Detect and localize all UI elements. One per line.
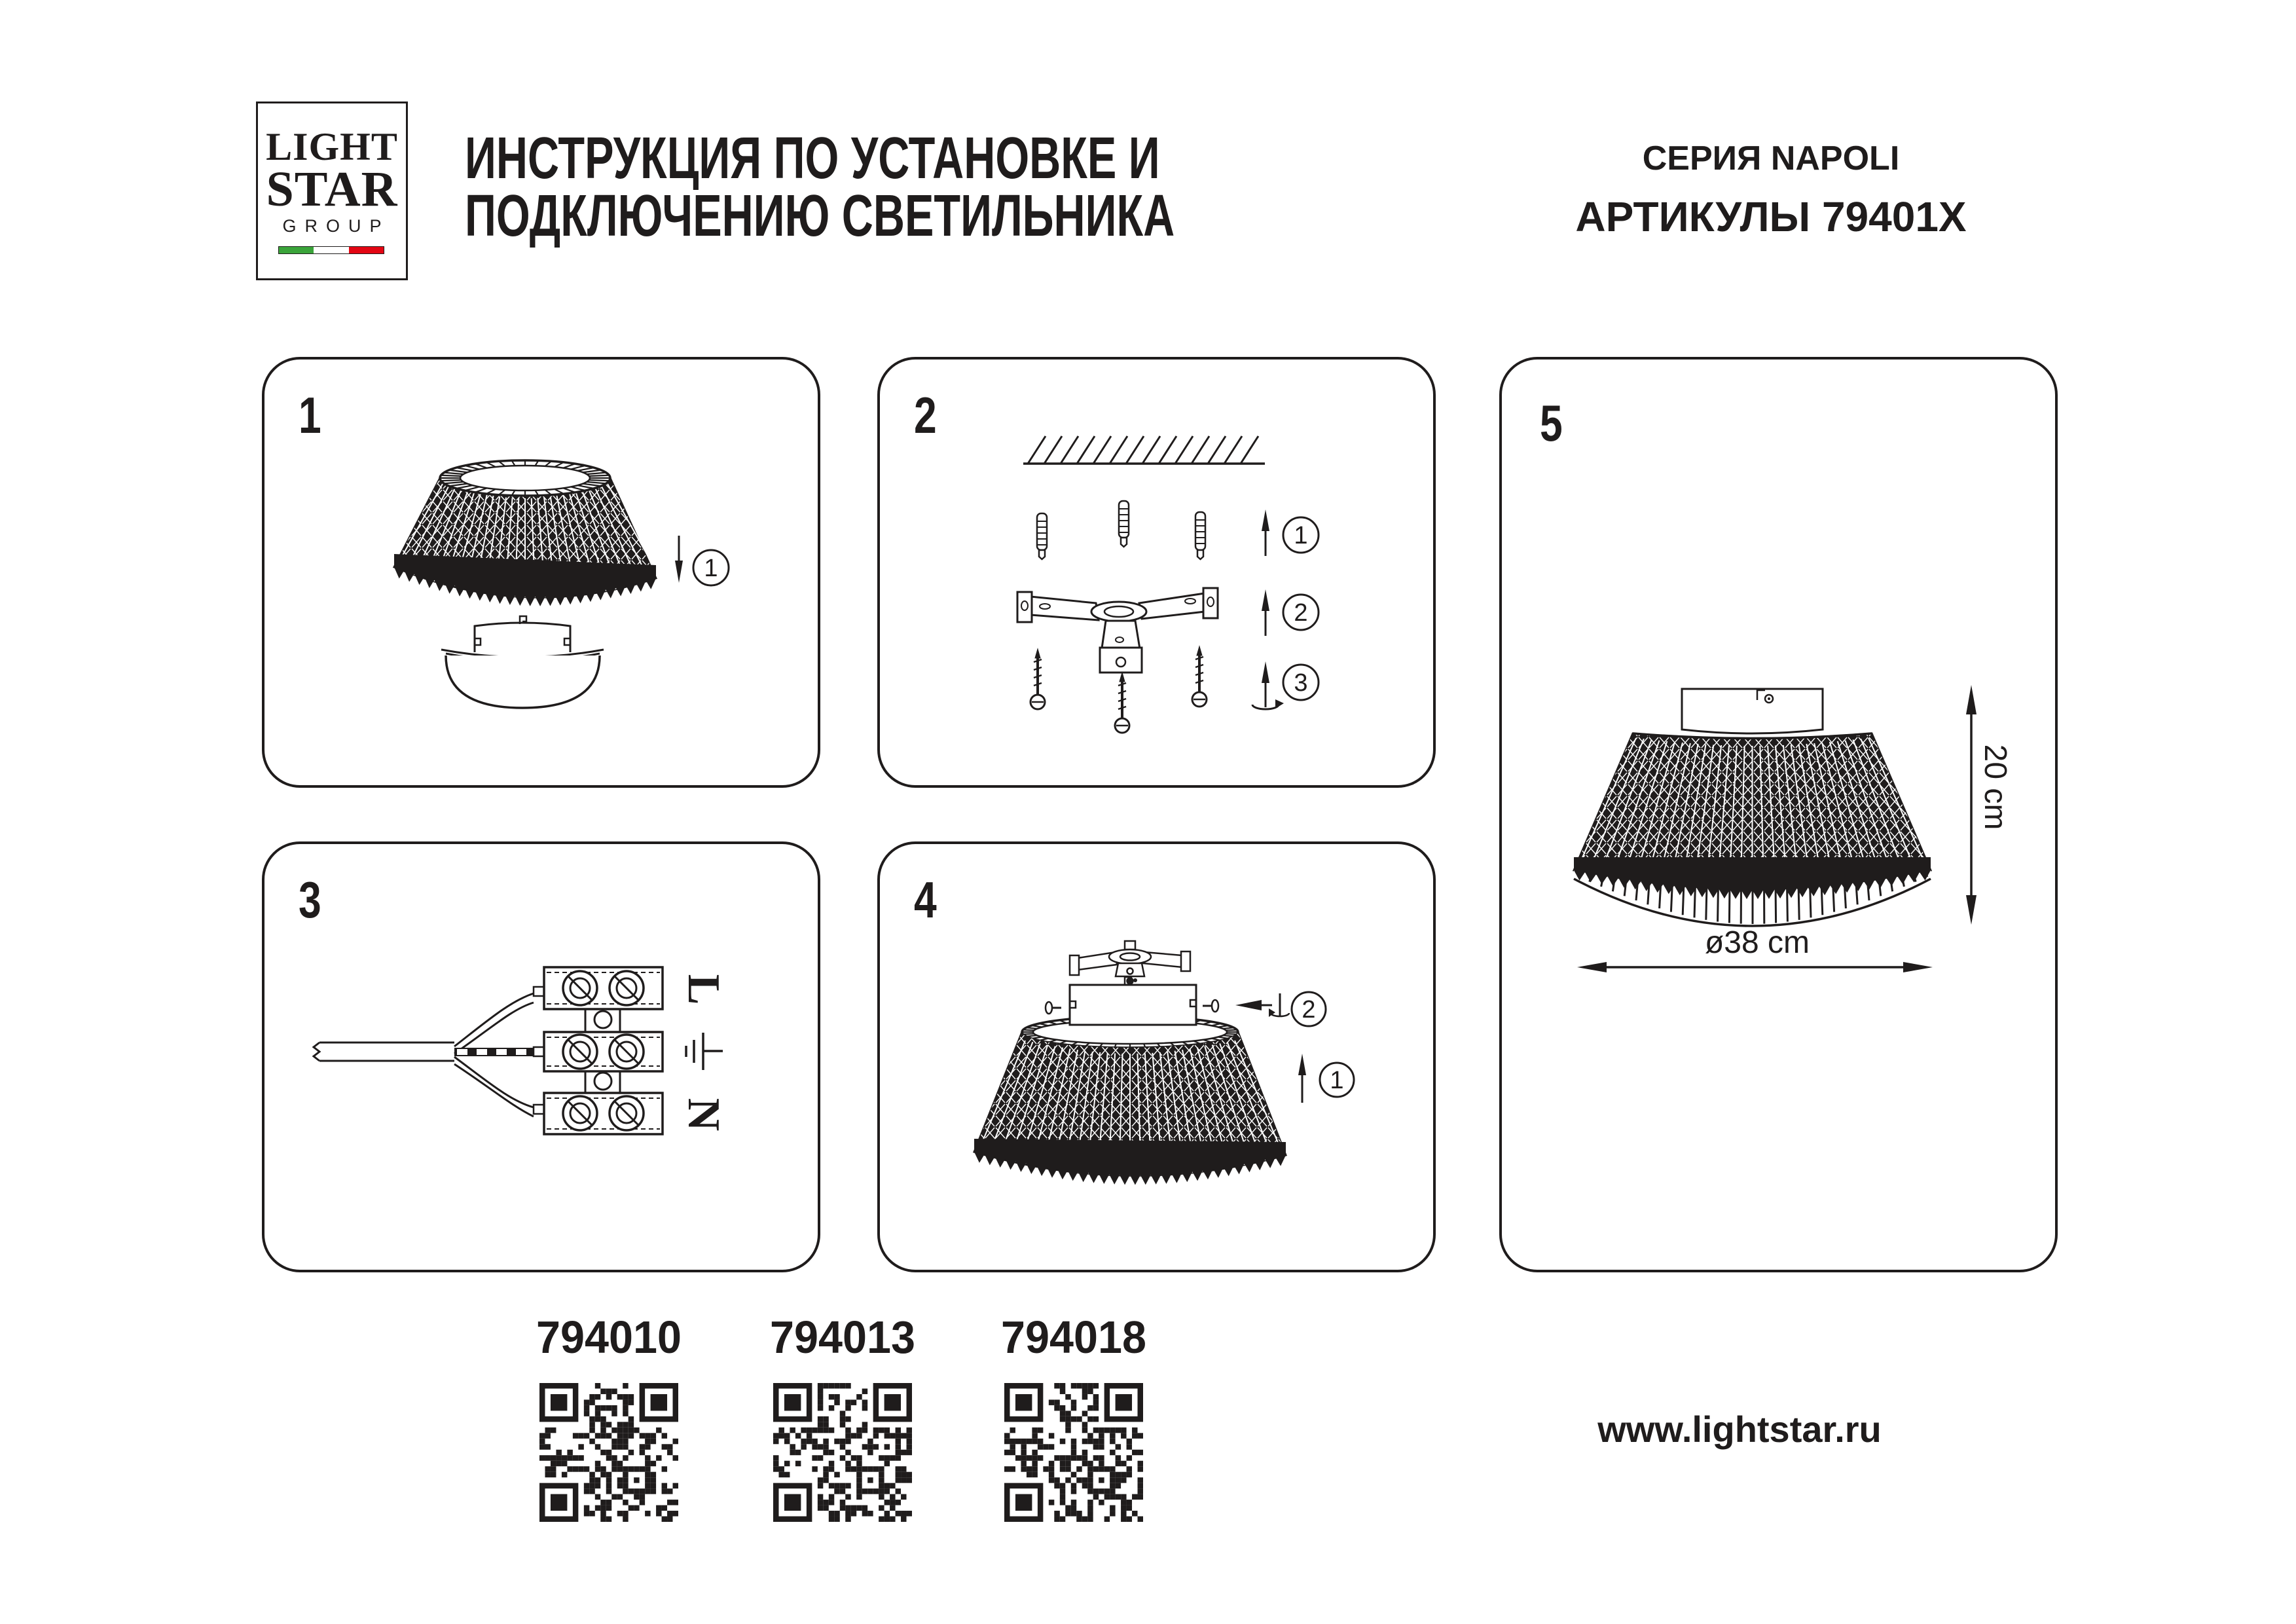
panel-4-number: 4 [914, 871, 937, 929]
step-panel-1 [262, 357, 820, 788]
page-title [465, 126, 1175, 249]
logo-group-text: GROUP [282, 216, 390, 236]
svg-text:3: 3 [1294, 669, 1308, 697]
left-arrow-icon [1577, 962, 1607, 972]
step-annotations [1252, 509, 1319, 709]
logo-star-text: STAR [266, 162, 398, 217]
line-terminal-label: L [678, 974, 729, 1005]
website-url: www.lightstar.ru [1597, 1409, 1882, 1450]
qr-code [1004, 1383, 1143, 1522]
articles-code: АРТИКУЛЫ 79401X [1575, 193, 1967, 240]
step-1-annotation [675, 536, 729, 585]
lampshade-figure [974, 1016, 1286, 1185]
qr-code [773, 1383, 912, 1522]
diameter-dimension [1577, 925, 1933, 972]
lamp-base-figure [441, 616, 604, 708]
svg-text:2: 2 [1302, 996, 1316, 1024]
mounting-bracket-figure [1017, 588, 1218, 673]
lampshade-figure [394, 460, 656, 606]
article-number: 794013 [770, 1312, 915, 1363]
step-panel-2 [877, 357, 1436, 788]
svg-text:1: 1 [1330, 1067, 1344, 1094]
ceiling-hatch [1023, 436, 1265, 464]
svg-text:1: 1 [704, 555, 718, 582]
svg-text:2: 2 [1294, 599, 1308, 627]
panel-5-number: 5 [1540, 394, 1563, 452]
svg-text:1: 1 [1294, 522, 1308, 549]
assembly-figure [880, 844, 1433, 1270]
right-arrow-icon [1903, 962, 1933, 972]
ceiling-mounting-figure [880, 360, 1433, 785]
terminal-block [534, 967, 663, 1134]
logo-light-text: LIGHT [266, 125, 398, 168]
panel-3-number: 3 [299, 871, 321, 929]
wiring-diagram [264, 844, 818, 1270]
step-panel-4 [877, 841, 1436, 1272]
qr-code [539, 1383, 678, 1522]
dimension-drawing [1502, 360, 2055, 1270]
lamp-body-figure [1070, 977, 1196, 1025]
panel-2-number: 2 [914, 386, 937, 444]
dimensions-panel [1499, 357, 2058, 1272]
left-arrow-icon [1235, 1000, 1262, 1010]
italian-flag-icon [278, 246, 384, 254]
title-line-2: ПОДКЛЮЧЕНИЮ СВЕТИЛЬНИКА [465, 183, 1175, 249]
shade-and-base-figure [264, 360, 818, 785]
height-label: 20 cm [1978, 744, 2013, 830]
article-number: 794010 [536, 1312, 682, 1363]
step-panel-3 [262, 841, 820, 1272]
earth-symbol-icon [686, 1033, 723, 1070]
ceiling-canopy-figure [1682, 689, 1823, 733]
panel-1-number: 1 [299, 386, 321, 444]
neutral-terminal-label: N [678, 1098, 729, 1132]
down-arrow-icon [1966, 895, 1977, 925]
lightstar-logo [256, 101, 408, 280]
series-name: СЕРИЯ NAPOLI [1642, 139, 1900, 177]
series-header [1506, 140, 2036, 238]
article-number: 794018 [1001, 1312, 1146, 1363]
wall-plugs [1037, 501, 1205, 559]
height-dimension [1966, 685, 2013, 925]
lampshade-figure [1574, 733, 1931, 926]
title-line-1: ИНСТРУКЦИЯ ПО УСТАНОВКЕ И [465, 126, 1160, 191]
diameter-label: ø38 cm [1704, 925, 1810, 960]
up-arrow-icon [1966, 685, 1977, 714]
